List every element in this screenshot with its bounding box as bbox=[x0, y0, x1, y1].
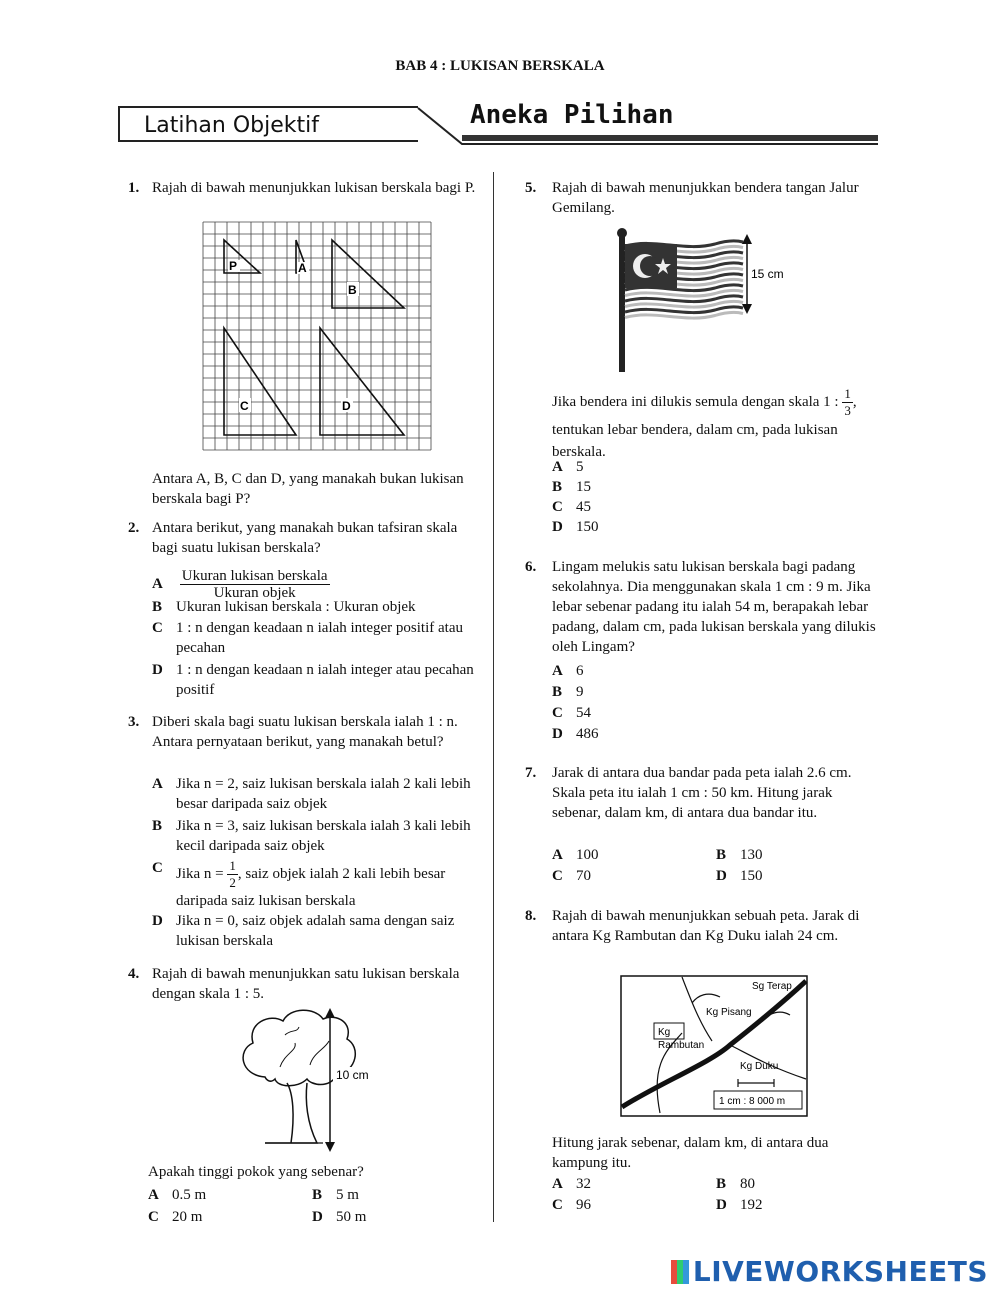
q5-option-d[interactable] bbox=[552, 517, 599, 537]
option-letter: B bbox=[152, 818, 163, 834]
option-letter: A bbox=[552, 459, 563, 475]
flag-width-label: 15 cm bbox=[751, 267, 784, 281]
q8-option-d[interactable] bbox=[716, 1195, 763, 1215]
q2-number: 2. bbox=[128, 520, 140, 536]
q3-c-den: 2 bbox=[229, 875, 236, 890]
option-letter: A bbox=[152, 575, 163, 592]
q3-option-a[interactable] bbox=[152, 774, 477, 814]
map-kg-pisang: Kg Pisang bbox=[706, 1007, 752, 1018]
q8-a-value: 32 bbox=[576, 1176, 591, 1192]
q7-b-value: 130 bbox=[740, 847, 763, 863]
q8-text: Rajah di bawah menunjukkan sebuah peta. Jarak di antara Kg Rambutan dan Kg Duku ialah 24 cm. bbox=[552, 908, 860, 944]
q7-text: Jarak di antara dua bandar pada peta ialah 2.6 cm. Skala peta itu ialah 1 cm : 50 km. Hitung jarak sebenar, dalam km, di antara dua bandar itu. bbox=[552, 765, 852, 821]
option-letter: C bbox=[552, 868, 563, 884]
q4-option-d[interactable] bbox=[312, 1207, 366, 1227]
label-a: A bbox=[298, 261, 307, 275]
tree-height-label: 10 cm bbox=[336, 1068, 369, 1082]
option-letter: B bbox=[152, 599, 163, 615]
q7-d-value: 150 bbox=[740, 868, 763, 884]
q7-number: 7. bbox=[525, 765, 537, 781]
option-letter: B bbox=[552, 684, 563, 700]
q6-option-c[interactable] bbox=[552, 703, 591, 723]
q3-d-text: Jika n = 0, saiz objek adalah sama dengan saiz lukisan berskala bbox=[176, 913, 455, 949]
option-letter: B bbox=[552, 479, 563, 495]
q1-grid-figure bbox=[201, 220, 437, 452]
q3-number: 3. bbox=[128, 714, 140, 730]
banner-left-title: Latihan Objektif bbox=[118, 106, 418, 142]
map-kg-rambutan-2: Rambutan bbox=[658, 1040, 705, 1051]
q8-c-value: 96 bbox=[576, 1197, 591, 1213]
q4-option-b[interactable] bbox=[312, 1185, 359, 1205]
banner-right-title: Aneka Pilihan bbox=[470, 100, 674, 130]
q6-option-d[interactable] bbox=[552, 724, 599, 744]
liveworksheets-logo bbox=[671, 1255, 988, 1288]
map-river-label: Sg Terap bbox=[752, 981, 792, 992]
q8-b-value: 80 bbox=[740, 1176, 755, 1192]
option-letter: A bbox=[148, 1187, 159, 1203]
q8-d-value: 192 bbox=[740, 1197, 763, 1213]
q3-option-b[interactable] bbox=[152, 816, 477, 856]
q4-option-c[interactable] bbox=[148, 1207, 202, 1227]
q5-option-b[interactable] bbox=[552, 477, 591, 497]
q5-b-value: 15 bbox=[576, 479, 591, 495]
q4-text: Rajah di bawah menunjukkan satu lukisan berskala dengan skala 1 : 5. bbox=[152, 966, 460, 1002]
option-letter: D bbox=[312, 1209, 323, 1225]
q5-option-c[interactable] bbox=[552, 497, 591, 517]
label-p: P bbox=[229, 259, 238, 273]
q8-prompt: Hitung jarak sebenar, dalam km, di antara dua kampung itu. bbox=[552, 1135, 829, 1171]
q5-prompt-post: , tentukan lebar bendera, dalam cm, pada lukisan berskala. bbox=[552, 393, 857, 460]
q6-option-a[interactable] bbox=[552, 661, 584, 681]
q5-text: Rajah di bawah menunjukkan bendera tangan Jalur Gemilang. bbox=[552, 180, 859, 216]
option-letter: D bbox=[152, 913, 163, 929]
q8-option-a[interactable] bbox=[552, 1174, 591, 1194]
q2-option-b[interactable] bbox=[152, 597, 477, 617]
q6-d-value: 486 bbox=[576, 726, 599, 742]
option-letter: A bbox=[552, 847, 563, 863]
option-letter: A bbox=[552, 663, 563, 679]
q3-c-post: , saiz objek ialah 2 kali lebih besar daripada saiz lukisan berskala bbox=[176, 865, 446, 909]
q5-c-value: 45 bbox=[576, 499, 591, 515]
q5-a-value: 5 bbox=[576, 459, 584, 475]
label-b: B bbox=[348, 283, 357, 297]
q6-c-value: 54 bbox=[576, 705, 591, 721]
option-letter: B bbox=[716, 1176, 727, 1192]
map-scale: 1 cm : 8 000 m bbox=[719, 1096, 786, 1107]
q6-option-b[interactable] bbox=[552, 682, 584, 702]
q6-text: Lingam melukis satu lukisan berskala bagi padang sekolahnya. Dia menggunakan skala 1 cm : 9 m. Jika lebar sebenar padang itu ialah 54 m, berapakah lebar padang, dalam cm, pada lukisan berskala yang dilukis oleh Lingam? bbox=[552, 559, 876, 655]
map-figure bbox=[620, 975, 808, 1117]
q1-prompt: Antara A, B, C dan D, yang manakah bukan lukisan berskala bagi P? bbox=[152, 471, 464, 507]
option-letter: D bbox=[552, 519, 563, 535]
q3-c-num: 1 bbox=[229, 858, 236, 873]
q7-option-b[interactable] bbox=[716, 845, 763, 865]
q7-a-value: 100 bbox=[576, 847, 599, 863]
q4-c-value: 20 m bbox=[172, 1209, 203, 1225]
q6-a-value: 6 bbox=[576, 663, 584, 679]
option-letter: A bbox=[552, 1176, 563, 1192]
q5-d-value: 150 bbox=[576, 519, 599, 535]
q8-option-c[interactable] bbox=[552, 1195, 591, 1215]
q8-number: 8. bbox=[525, 908, 537, 924]
q2-option-d[interactable] bbox=[152, 660, 477, 700]
q2-d-text: 1 : n dengan keadaan n ialah integer atau pecahan positif bbox=[176, 662, 474, 698]
section-banner bbox=[118, 100, 878, 150]
q8-option-b[interactable] bbox=[716, 1174, 755, 1194]
q3-c-pre: Jika n = bbox=[176, 865, 224, 882]
q4-d-value: 50 m bbox=[336, 1209, 367, 1225]
q2-text: Antara berikut, yang manakah bukan tafsiran skala bagi suatu lukisan berskala? bbox=[152, 520, 458, 556]
map-kg-rambutan-1: Kg bbox=[658, 1027, 671, 1038]
q5-prompt bbox=[552, 386, 877, 463]
option-letter: C bbox=[152, 860, 163, 876]
q6-b-value: 9 bbox=[576, 684, 584, 700]
option-letter: D bbox=[152, 662, 163, 678]
q1-text: Rajah di bawah menunjukkan lukisan berskala bagi P. bbox=[152, 180, 476, 196]
q5-number: 5. bbox=[525, 180, 537, 196]
label-d: D bbox=[342, 399, 351, 413]
q5-option-a[interactable] bbox=[552, 457, 584, 477]
option-letter: D bbox=[716, 1197, 727, 1213]
q7-option-a[interactable] bbox=[552, 845, 599, 865]
q4-b-value: 5 m bbox=[336, 1187, 359, 1203]
q3-option-d[interactable] bbox=[152, 911, 477, 951]
option-letter: B bbox=[716, 847, 727, 863]
q4-prompt: Apakah tinggi pokok yang sebenar? bbox=[148, 1164, 364, 1180]
option-letter: D bbox=[552, 726, 563, 742]
flag-figure bbox=[605, 222, 805, 372]
option-letter: C bbox=[152, 620, 163, 636]
q4-a-value: 0.5 m bbox=[172, 1187, 207, 1203]
q2-a-numerator: Ukuran lukisan berskala bbox=[181, 568, 328, 584]
q3-b-text: Jika n = 3, saiz lukisan berskala ialah 3 kali lebih kecil daripada saiz objek bbox=[176, 818, 471, 854]
option-letter: C bbox=[148, 1209, 159, 1225]
q4-number: 4. bbox=[128, 966, 140, 982]
q1-number: 1. bbox=[128, 180, 140, 196]
column-divider bbox=[493, 172, 494, 1222]
q7-option-d[interactable] bbox=[716, 866, 763, 886]
label-c: C bbox=[240, 399, 249, 413]
option-letter: C bbox=[552, 705, 563, 721]
q2-b-text: Ukuran lukisan berskala : Ukuran objek bbox=[176, 599, 416, 615]
option-letter: B bbox=[312, 1187, 323, 1203]
map-kg-duku: Kg Duku bbox=[740, 1061, 779, 1072]
liveworksheets-text: LIVEWORKSHEETS bbox=[692, 1255, 988, 1288]
q6-number: 6. bbox=[525, 559, 537, 575]
q5-prompt-num: 1 bbox=[844, 386, 851, 401]
q3-option-c[interactable] bbox=[152, 858, 477, 911]
q2-c-text: 1 : n dengan keadaan n ialah integer positif atau pecahan bbox=[176, 620, 463, 656]
liveworksheets-icon bbox=[671, 1260, 689, 1284]
q3-text: Diberi skala bagi suatu lukisan berskala ialah 1 : n. Antara pernyataan berikut, yang manakah betul? bbox=[152, 714, 458, 750]
q7-option-c[interactable] bbox=[552, 866, 591, 886]
chapter-title: BAB 4 : LUKISAN BERSKALA bbox=[395, 58, 605, 74]
q5-prompt-den: 3 bbox=[844, 403, 851, 418]
tree-figure bbox=[225, 1005, 425, 1155]
q2-option-c[interactable] bbox=[152, 618, 477, 658]
q2-a-denominator: Ukuran objek bbox=[213, 585, 296, 601]
option-letter: C bbox=[552, 1197, 563, 1213]
q4-option-a[interactable] bbox=[148, 1185, 206, 1205]
q3-a-text: Jika n = 2, saiz lukisan berskala ialah 2 kali lebih besar daripada saiz objek bbox=[176, 776, 471, 812]
q5-prompt-pre: Jika bendera ini dilukis semula dengan skala 1 : bbox=[552, 393, 839, 410]
option-letter: C bbox=[552, 499, 563, 515]
option-letter: D bbox=[716, 868, 727, 884]
option-letter: A bbox=[152, 776, 163, 792]
q7-c-value: 70 bbox=[576, 868, 591, 884]
